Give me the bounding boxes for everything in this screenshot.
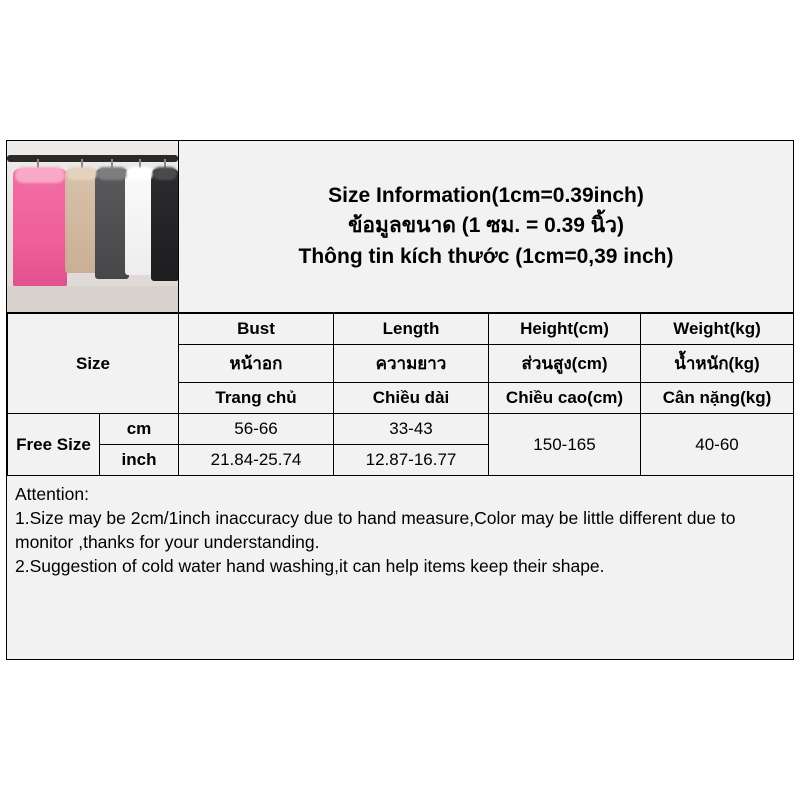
header-bust-vi: Trang chủ (179, 383, 334, 414)
clothing-rack-photo (7, 141, 179, 312)
attention-line-2: 2.Suggestion of cold water hand washing,it can help items keep their shape. (15, 556, 605, 577)
value-length-inch: 12.87-16.77 (334, 445, 489, 476)
clothes-rail (7, 155, 178, 162)
header-length-th: ความยาว (334, 345, 489, 383)
header-height-th: ส่วนสูง(cm) (489, 345, 641, 383)
value-bust-inch: 21.84-25.74 (179, 445, 334, 476)
fur-collar-gray (97, 167, 127, 180)
photo-floor (7, 286, 178, 312)
title-line-th: ข้อมูลขนาด (1 ซม. = 0.39 นิ้ว) (348, 214, 624, 238)
header-bust-th: หน้าอก (179, 345, 334, 383)
header-length-en: Length (334, 314, 489, 345)
table-row (8, 314, 794, 345)
value-bust-cm: 56-66 (179, 414, 334, 445)
header-bust-en: Bust (179, 314, 334, 345)
garment-gray (95, 169, 129, 279)
unit-inch: inch (100, 445, 179, 476)
row-label-free-size: Free Size (8, 414, 100, 476)
value-weight: 40-60 (641, 414, 794, 476)
header-height-vi: Chiều cao(cm) (489, 383, 641, 414)
attention-line-1: 1.Size may be 2cm/1inch inaccuracy due to hand measure,Color may be little different due to monitor ,thanks for your understanding. (15, 508, 736, 553)
garment-black (151, 169, 179, 281)
header-row (7, 141, 793, 313)
size-label-cell: Size (8, 314, 179, 414)
unit-cm: cm (100, 414, 179, 445)
header-weight-en: Weight(kg) (641, 314, 794, 345)
title-block (179, 141, 793, 312)
table-row (8, 414, 794, 445)
garment-pink (13, 169, 67, 287)
fur-collar-tan (67, 167, 97, 180)
value-height: 150-165 (489, 414, 641, 476)
attention-block (7, 476, 793, 587)
garment-tan (65, 169, 99, 273)
header-weight-vi: Cân nặng(kg) (641, 383, 794, 414)
title-line-en: Size Information(1cm=0.39inch) (328, 183, 644, 207)
fur-collar-white (127, 167, 153, 180)
size-table (7, 313, 794, 476)
size-chart-card (6, 140, 794, 660)
title-line-vi: Thông tin kích thước (1cm=0,39 inch) (298, 244, 674, 268)
value-length-cm: 33-43 (334, 414, 489, 445)
fur-collar-black (153, 167, 177, 180)
header-height-en: Height(cm) (489, 314, 641, 345)
fur-collar-pink (15, 167, 65, 183)
attention-heading: Attention: (15, 484, 89, 504)
header-weight-th: น้ำหนัก(kg) (641, 345, 794, 383)
header-length-vi: Chiều dài (334, 383, 489, 414)
